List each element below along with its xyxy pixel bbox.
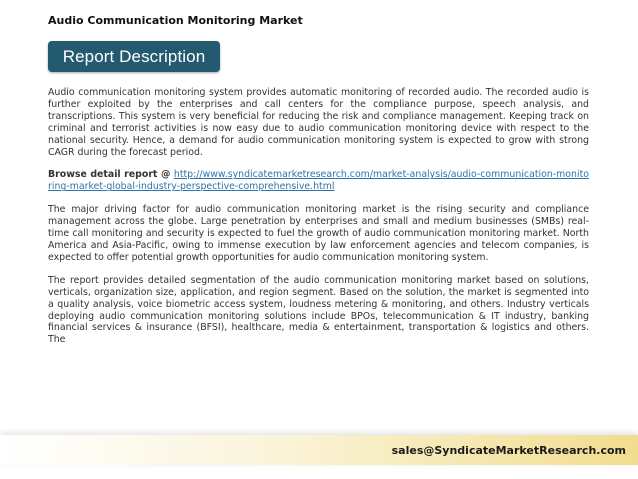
report-description-badge (48, 41, 220, 72)
browse-detail-label: Browse detail report @ (48, 169, 174, 181)
report-description-label: Report Description (62, 46, 206, 66)
segmentation-paragraph: The report provides detailed segmentation of the audio communication monitoring market based on solutions, verticals, organization size, application, and region segment. Based on the solution, the market is segmented into a quality analysis, voice biometric access system, loudness metering & monitoring, and others. Industry verticals deploying audio communication monitoring solutions include BPOs, telecommunication & IT industry, banking financial services & insurance (BFSI), healthcare, media & entertainment, transportation & logistics and others. The (48, 274, 589, 346)
report-body (48, 87, 589, 357)
page-title: Audio Communication Monitoring Market (48, 14, 303, 27)
drivers-paragraph: The major driving factor for audio communication monitoring market is the rising security and compliance management across the globe. Large penetration by enterprises and small and medium businesses (SMBs) real-time call monitoring and security is expected to fuel the growth of audio communication monitoring market. North America and Asia-Pacific, owing to immense execution by law enforcement agencies and telecom companies, is expected to offer potential growth opportunities for audio communication monitoring system. (48, 204, 589, 263)
browse-detail-paragraph (48, 169, 589, 193)
contact-email[interactable]: sales@SyndicateMarketResearch.com (391, 444, 626, 457)
report-detail-link[interactable]: http://www.syndicatemarketresearch.com/market-analysis/audio-communication-monitoring-market-global-industry-perspective-comprehensive.html (48, 169, 589, 193)
footer-bar (0, 435, 638, 465)
intro-paragraph: Audio communication monitoring system provides automatic monitoring of recorded audio. The recorded audio is further exploited by the enterprises and call centers for the compliance purpose, speech analysis, and transcriptions. This system is very beneficial for reducing the risk and compliance management. Keeping track on criminal and terrorist activities is now easy due to audio communication monitoring device with respect to the national security. Hence, a demand for audio communication monitoring system is expected to grow with strong CAGR during the forecast period. (48, 87, 589, 158)
